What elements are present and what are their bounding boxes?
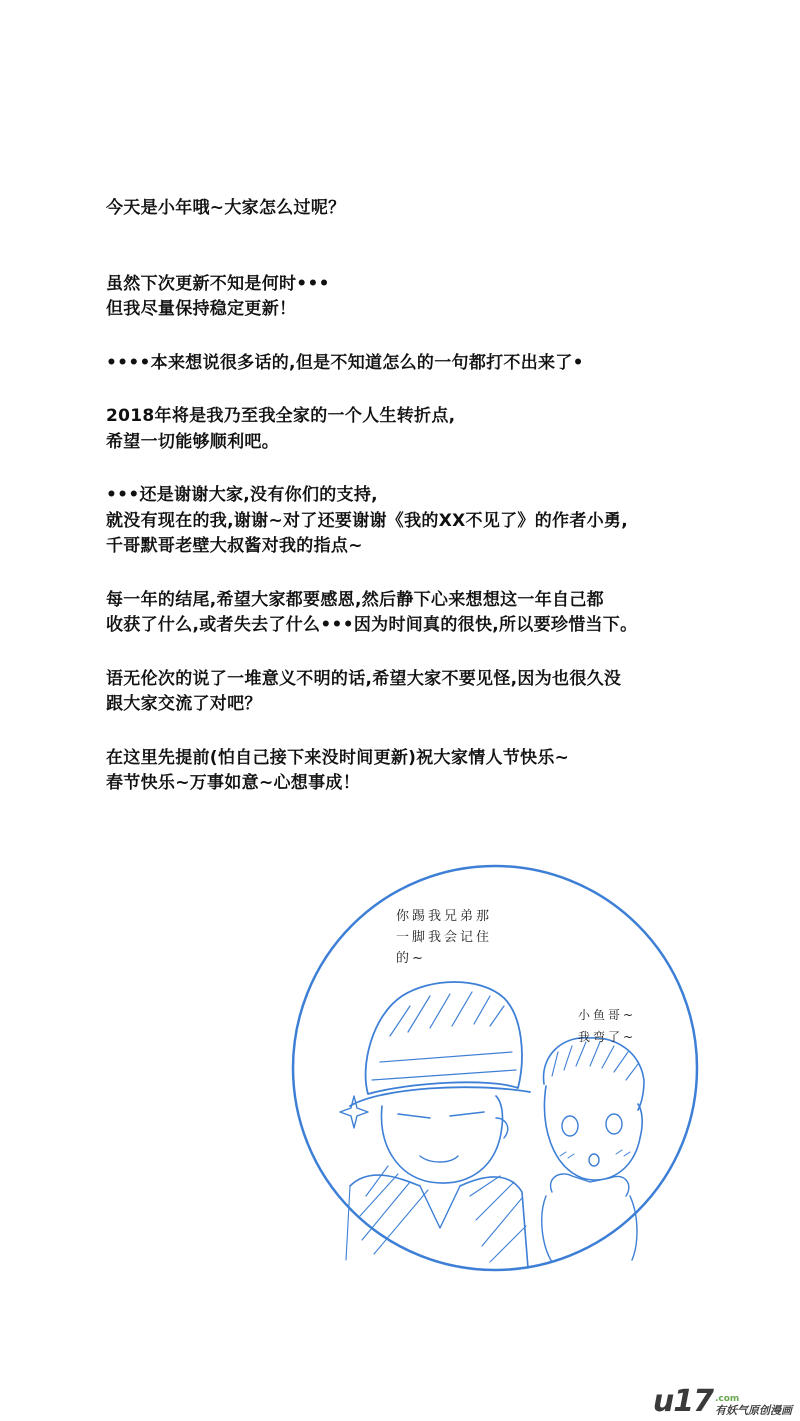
- note-line: 收获了什么,或者失去了什么•••因为时间真的很快,所以要珍惜当下。: [106, 615, 638, 635]
- note-line: 千哥默哥老壁大叔酱对我的指点~: [106, 536, 363, 556]
- sparkle: [340, 1096, 368, 1128]
- sketch-drawing: [290, 856, 700, 1276]
- bubble-line: 一脚我会记住: [396, 930, 493, 945]
- right-hair: [544, 1038, 644, 1110]
- note-line: 春节快乐~万事如意~心想事成！: [106, 773, 360, 793]
- note-line: 就没有现在的我,谢谢~对了还要谢谢《我的XX不见了》的作者小勇,: [106, 510, 628, 531]
- site-watermark: [652, 1384, 792, 1419]
- speech-bubble-left: [396, 906, 492, 969]
- note-line: ••••本来想说很多话的,但是不知道怎么的一句都打不出来了•: [106, 352, 584, 373]
- left-face: [381, 1096, 502, 1183]
- note-line: 跟大家交流了对吧？: [106, 694, 262, 714]
- note-line: •••还是谢谢大家,没有你们的支持,: [106, 485, 378, 505]
- watermark-slogan: 有妖气原创漫画: [715, 1404, 792, 1417]
- note-line: 在这里先提前(怕自己接下来没时间更新)祝大家情人节快乐~: [106, 747, 570, 768]
- note-line: 语无伦次的说了一堆意义不明的话,希望大家不要见怪,因为也很久没: [106, 668, 622, 689]
- author-note: [106, 196, 746, 797]
- note-line: 每一年的结尾,希望大家都要感恩,然后静下心来想想这一年自己都: [106, 589, 604, 610]
- note-line: 虽然下次更新不知是何时•••: [106, 273, 330, 294]
- note-line: 2018年将是我乃至我全家的一个人生转折点,: [106, 406, 456, 426]
- bubble-line: 的~: [396, 951, 426, 966]
- bubble-line: 小鱼哥~: [578, 1008, 637, 1022]
- chibi-illustration: [290, 856, 700, 1276]
- speech-bubble-right: [578, 1004, 636, 1048]
- note-line: 今天是小年哦~大家怎么过呢？: [106, 198, 346, 218]
- watermark-domain: .com: [715, 1394, 740, 1404]
- note-line: 希望一切能够顺利吧。: [106, 431, 279, 452]
- frame-circle: [293, 866, 697, 1270]
- right-hands: [551, 1174, 629, 1196]
- note-line: 但我尽量保持稳定更新！: [106, 299, 297, 319]
- u17-logo: u17: [652, 1384, 713, 1419]
- bubble-line: 我弯了~: [578, 1030, 637, 1044]
- bubble-line: 你踢我兄弟那: [396, 909, 493, 924]
- hat-outline: [366, 982, 522, 1094]
